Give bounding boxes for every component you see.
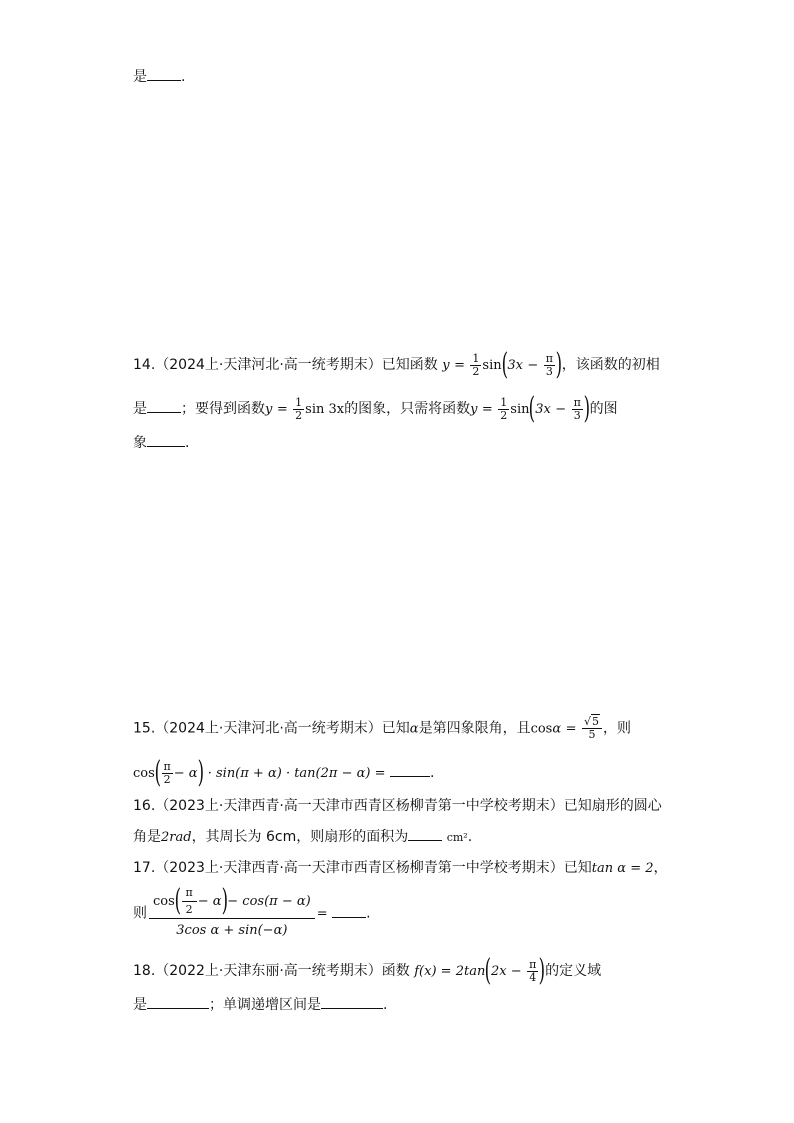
q16-unit: cm² <box>446 831 468 844</box>
q15-mid: 是第四象限角，且 <box>418 720 531 737</box>
q14-line2-d: 的图 <box>589 401 618 417</box>
q14-line-1 <box>133 347 660 382</box>
q13-tail-line <box>133 66 185 87</box>
q15-line-2 <box>133 755 435 790</box>
q15-right-paren: ) <box>197 755 204 790</box>
q15-left-paren: ( <box>154 755 161 790</box>
q15-answer-blank[interactable] <box>390 762 430 777</box>
q14-sin3x: sin 3x <box>305 402 345 417</box>
q14-fn-y-3: y <box>470 402 478 417</box>
q14-inner-3: 3x <box>535 402 551 417</box>
q13-tail-text: 是 <box>133 69 147 85</box>
q17-numerator: cos( $\frac{\pi}{2}$ − α)− cos(π − α) <box>149 886 315 919</box>
q17-tan: tan α = 2 <box>591 861 654 876</box>
q14-right-paren: ) <box>555 347 563 382</box>
q14-pi-third-fraction-3: $\frac{\pi}{3}$ <box>573 395 581 422</box>
q16-line2-a: 角是 <box>133 829 161 845</box>
q16-rad: 2rad <box>161 830 192 845</box>
q15-cos: cos <box>530 721 553 737</box>
q17-line1: 17.（2023上·天津西青·高一天津市西青区杨柳青第一中学校考期末）已知 <box>133 860 592 876</box>
q14-half-fraction: $\frac{1}{2}$ <box>472 351 480 378</box>
q15-eq: = <box>565 721 577 737</box>
q14-minus-3: − <box>555 402 567 417</box>
q18-answer-blank-1[interactable] <box>147 994 209 1009</box>
q14-eq-2: = <box>276 402 288 417</box>
q17-big-fraction <box>149 883 315 941</box>
q14-answer-blank-1[interactable] <box>147 398 181 413</box>
q18-prefix: 18.（2022上·天津东丽·高一统考期末）函数 <box>133 963 410 979</box>
q13-end-mark: . <box>181 69 186 85</box>
q17-eq: = <box>316 906 328 922</box>
q14-left-paren: ( <box>501 347 508 382</box>
q15-then: ，则 <box>602 720 631 737</box>
q17-denominator: 3cos α + sin(−α) <box>176 923 288 938</box>
q15-prefix: 15.（2024上·天津河北·高一统考期末）已知 <box>133 720 410 737</box>
q14-sin-3: sin <box>510 402 530 417</box>
q14-eq-3: = <box>481 402 493 417</box>
q14-after1: ，该函数的初相 <box>561 357 660 373</box>
q15-pi-half-fraction: $\frac{\pi}{2}$ <box>163 759 171 786</box>
q16-line-2 <box>133 826 472 848</box>
q18-line-1 <box>133 953 602 988</box>
q15-alpha: α <box>409 721 419 737</box>
q14-pi-third-fraction: $\frac{\pi}{3}$ <box>545 351 553 378</box>
q14-line2-c: 的图象，只需将函数 <box>344 401 471 417</box>
q14-right-paren-3: ) <box>583 391 590 426</box>
q16-line2-b: ，其周长为 6cm，则扇形的面积为 <box>191 829 409 845</box>
q14-inner: 3x <box>507 358 523 373</box>
q17-end-mark: . <box>366 905 371 922</box>
q14-line2-a: 是 <box>133 401 147 417</box>
q18-left-paren: ( <box>484 953 492 988</box>
q15-alpha-2: α <box>552 721 562 737</box>
q14-minus: − <box>527 358 539 373</box>
q17-answer-blank[interactable] <box>332 903 366 918</box>
q18-after: 的定义域 <box>545 963 602 979</box>
q14-fn-y: y <box>442 358 450 373</box>
q14-left-paren-3: ( <box>529 391 536 426</box>
q16-end-mark: . <box>467 829 473 845</box>
q18-inner: 2x − <box>491 964 522 979</box>
q14-end-mark: . <box>185 435 190 451</box>
q15-expr-cos: cos <box>133 766 155 781</box>
q14-prefix: 14.（2024上·天津河北·高一统考期末）已知函数 <box>133 357 438 373</box>
q14-answer-blank-2[interactable] <box>147 432 185 447</box>
q17-line-2 <box>133 883 371 941</box>
q14-line2-b: ；要得到函数 <box>181 401 265 417</box>
q15-line-1 <box>133 716 631 741</box>
q18-line2-b: ；单调递增区间是 <box>209 997 321 1013</box>
q14-sin: sin <box>482 358 502 373</box>
q16-line-1 <box>133 796 662 816</box>
q14-half-fraction-2: $\frac{1}{2}$ <box>295 395 303 422</box>
q14-line-3 <box>133 432 189 453</box>
q18-end-mark: . <box>383 997 388 1013</box>
q18-answer-blank-2[interactable] <box>321 994 383 1009</box>
q14-line3-a: 象 <box>133 435 147 451</box>
q15-expr-rest: · sin(π + α) · tan(2π − α) = <box>207 766 386 781</box>
q14-half-fraction-3: $\frac{1}{2}$ <box>500 395 508 422</box>
q14-fn-y-2: y <box>265 402 273 417</box>
q17-then: 则 <box>133 905 147 922</box>
q17-line-1 <box>133 858 667 879</box>
q18-right-paren: ) <box>538 953 546 988</box>
q18-pi-quarter-fraction: $\frac{\pi}{4}$ <box>529 957 537 984</box>
q15-end-mark: . <box>429 765 435 781</box>
q17-comma: ， <box>653 860 668 876</box>
q18-fx: f(x) = 2tan <box>414 964 486 979</box>
q18-line-2 <box>133 994 387 1015</box>
q16-answer-blank[interactable] <box>408 826 442 841</box>
q14-eq: = <box>454 358 465 373</box>
q15-minus-alpha: − α <box>173 766 198 781</box>
q15-sqrt5-fraction: $\frac{√5}{5}$ <box>582 716 602 741</box>
q18-line2-a: 是 <box>133 997 147 1013</box>
q16-line1: 16.（2023上·天津西青·高一天津市西青区杨柳青第一中学校考期末）已知扇形的圆心 <box>133 798 662 814</box>
q13-answer-blank[interactable] <box>147 66 181 81</box>
q14-line-2 <box>133 391 618 426</box>
